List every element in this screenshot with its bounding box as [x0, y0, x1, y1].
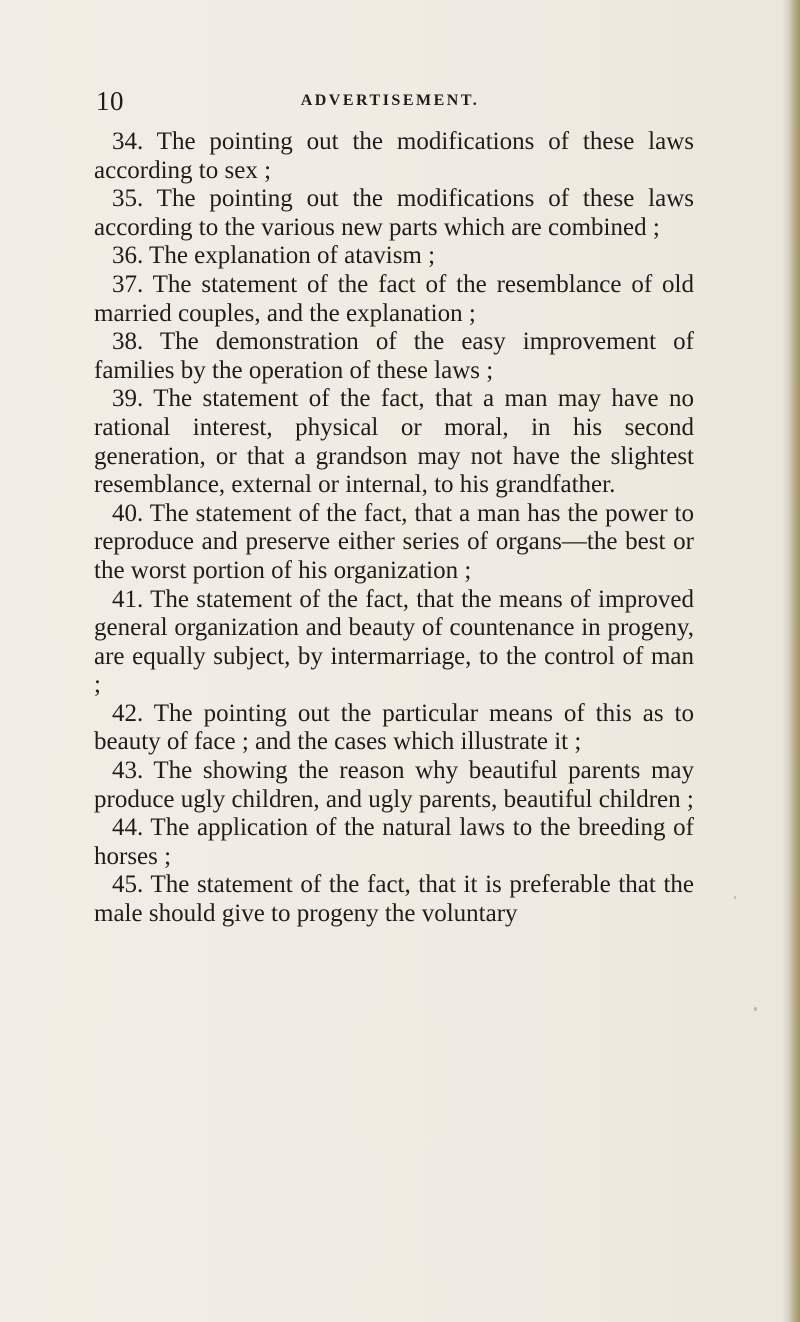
paragraph-41: 41. The statement of the fact, that the means of improved general organization and beauty of countenance in progeny, are equally subject, by intermarriage, to the control of man ;: [94, 585, 694, 699]
paragraph-36: 36. The explanation of atavism ;: [112, 242, 436, 270]
paragraph-38: 38. The demonstration of the easy improvement of families by the operation of these laws ;: [94, 328, 694, 384]
page-number: 10: [96, 86, 124, 116]
paragraph-45: 45. The statement of the fact, that it is preferable that the male should give to progeny the voluntary: [94, 871, 694, 928]
running-head: ADVERTISEMENT.: [300, 92, 480, 109]
paper-speck: [734, 896, 736, 899]
paragraph-42: 42. The pointing out the particular means of this as to beauty of face ; and the cases which illustrate it ;: [94, 699, 694, 756]
paragraph-35: 35. The pointing out the modifications of these laws according to the various new parts which are combined ;: [94, 185, 694, 241]
paragraph-40: 40. The statement of the fact, that a man has the power to reproduce and preserve either series of organs—the best or the worst portion of his organization ;: [94, 499, 694, 584]
paper-speck: [754, 1007, 757, 1011]
paragraph-44: 44. The application of the natural laws to the breeding of horses ;: [94, 814, 694, 870]
paragraph-39: 39. The statement of the fact, that a man may have no rational interest, physical or moral, in his second generation, or that a grandson may not have the slightest resemblance, external or internal, to his grandfather.: [94, 385, 694, 499]
page-header: [96, 84, 684, 118]
page-edge: [782, 0, 800, 1322]
paragraph-34: 34. The pointing out the modifications of these laws according to sex ;: [94, 128, 694, 184]
paragraph-37: 37. The statement of the fact of the resemblance of old married couples, and the explanation ;: [94, 270, 694, 327]
paragraph-43: 43. The showing the reason why beautiful parents may produce ugly children, and ugly parents, beautiful children ;: [94, 757, 694, 813]
body-text: [94, 128, 694, 929]
